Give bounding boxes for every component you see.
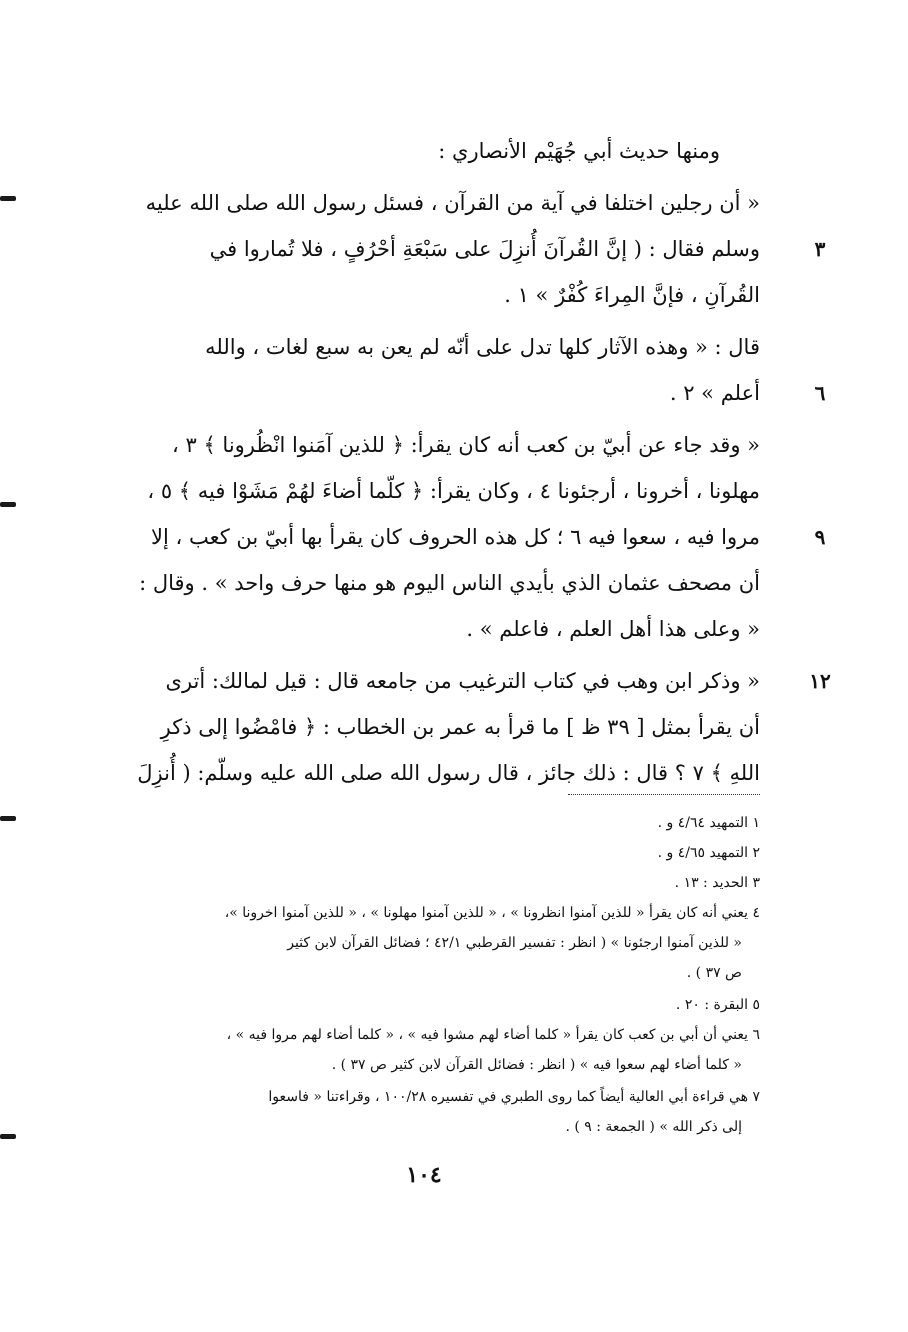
edge-mark [0, 196, 16, 201]
footnote-line: ٧ هي قراءة أبي العالية أيضاً كما روى الطبري في تفسيره ١٠٠/٢٨ ، وقراءتنا « فاسعوا [268, 1089, 760, 1105]
footnote-line: ٣ الحديد : ١٣ . [674, 875, 760, 891]
footnote-line: ٥ البقرة : ٢٠ . [675, 997, 760, 1013]
page-number: ١٠٤ [406, 1162, 442, 1188]
text-line: مروا فيه ، سعوا فيه ٦ ؛ كل هذه الحروف كان يقرأ بها أبيّ بن كعب ، إلا [151, 525, 760, 549]
text-line: مهلونا ، أخرونا ، أرجئونا ٤ ، وكان يقرأ: ﴿ كلّما أضاءَ لهُمْ مَشَوْا فيه ﴾ ٥ ، [147, 479, 760, 503]
footnote-line: ص ٣٧ ) . [686, 965, 742, 981]
text-line: « أن رجلين اختلفا في آية من القرآن ، فسئل رسول الله صلى الله عليه [145, 191, 760, 215]
text-line: وسلم فقال : ( إنَّ القُرآنَ أُنزِلَ على سَبْعَةِ أحْرُفٍ ، فلا تُماروا في [209, 237, 760, 261]
text-line: أن يقرأ بمثل [ ٣٩ ظ ] ما قرأ به عمر بن الخطاب : ﴿ فامْضُوا إلى ذكرِ [160, 715, 760, 739]
footnote-line: إلى ذكر الله » ( الجمعة : ٩ ) . [565, 1119, 742, 1135]
line-number: ١٢ [809, 669, 831, 693]
text-line: أعلم » ٢ . [669, 381, 760, 405]
text-line: « وعلى هذا أهل العلم ، فاعلم » . [466, 617, 760, 641]
footnote-separator [568, 794, 760, 795]
text-line: قال : « وهذه الآثار كلها تدل على أنّه لم يعن به سبع لغات ، والله [205, 335, 760, 359]
text-line: القُرآنِ ، فإنَّ المِراءَ كُفْرٌ » ١ . [504, 283, 760, 307]
text-line: « وقد جاء عن أبيّ بن كعب أنه كان يقرأ: ﴿ للذين آمَنوا انْظُرونا ﴾ ٣ ، [172, 433, 760, 457]
text-line: اللهِ ﴾ ٧ ؟ قال : ذلك جائز ، قال رسول الله صلى الله عليه وسلّم: ( أُنزِلَ [137, 761, 760, 785]
text-line: « وذكر ابن وهب في كتاب الترغيب من جامعه قال : قيل لمالك: أترى [165, 669, 760, 693]
line-number: ٣ [814, 237, 826, 261]
text-line: ومنها حديث أبي جُهَيْم الأنصاري : [438, 139, 720, 163]
line-number: ٦ [814, 381, 826, 405]
edge-mark [0, 502, 16, 507]
footnote-line: « كلما أضاء لهم سعوا فيه » ( انظر : فضائل القرآن لابن كثير ص ٣٧ ) . [331, 1057, 742, 1073]
footnote-line: ٦ يعني أن أبي بن كعب كان يقرأ « كلما أضاء لهم مشوا فيه » ، « كلما أضاء لهم مروا فيه » ، [226, 1027, 760, 1043]
footnote-line: « للذين آمنوا ارجئونا » ( انظر : تفسير القرطبي ٤٢/١ ؛ فضائل القرآن لابن كثير [287, 935, 742, 951]
footnote-line: ٤ يعني أنه كان يقرأ « للذين آمنوا انظرونا » ، « للذين آمنوا مهلونا » ، « للذين آمنوا اخرونا »، [224, 905, 760, 921]
text-line: أن مصحف عثمان الذي بأيدي الناس اليوم هو منها حرف واحد » . وقال : [139, 571, 760, 595]
footnote-line: ١ التمهيد ٤/٦٤ و . [657, 815, 760, 831]
footnote-line: ٢ التمهيد ٤/٦٥ و . [657, 845, 760, 861]
line-number: ٩ [814, 525, 826, 549]
edge-mark [0, 816, 16, 821]
edge-mark [0, 1134, 16, 1139]
